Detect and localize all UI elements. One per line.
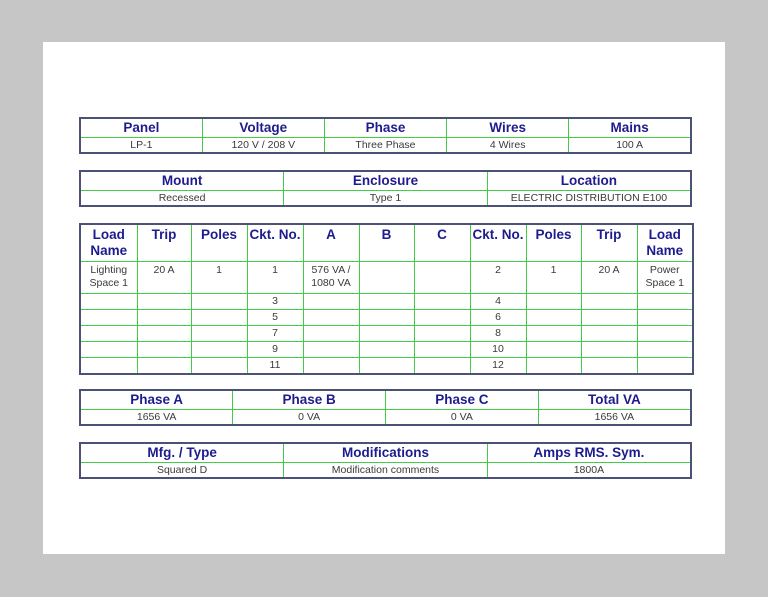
circuit-cell (137, 310, 191, 326)
value-row (80, 463, 691, 479)
header-cell: B (359, 224, 414, 262)
header-cell: C (414, 224, 470, 262)
circuit-cell (80, 326, 137, 342)
circuit-cell: 20 A (581, 262, 637, 294)
circuit-cell: 9 (247, 342, 303, 358)
circuit-cell: 1 (526, 262, 581, 294)
circuit-cell: 10 (470, 342, 526, 358)
circuit-cell (526, 342, 581, 358)
header-cell: Mount (80, 171, 284, 191)
header-cell: Total VA (538, 390, 691, 410)
circuit-row (80, 342, 693, 358)
circuit-cell (414, 310, 470, 326)
circuit-cell (137, 342, 191, 358)
value-cell: 1800A (487, 463, 691, 479)
circuit-cell (581, 326, 637, 342)
circuit-cell: Power Space 1 (637, 262, 693, 294)
value-cell: 0 VA (386, 410, 539, 426)
circuit-cell: 1 (247, 262, 303, 294)
circuit-cell: 1 (191, 262, 247, 294)
circuit-cell (303, 294, 359, 310)
circuit-cell (414, 294, 470, 310)
header-cell: Poles (191, 224, 247, 262)
header-cell: Mfg. / Type (80, 443, 284, 463)
circuit-cell (637, 294, 693, 310)
circuit-cell (303, 358, 359, 375)
circuit-cell (414, 326, 470, 342)
header-row (80, 390, 691, 410)
circuit-cell (637, 358, 693, 375)
header-cell: Panel (80, 118, 202, 138)
circuit-cell (191, 294, 247, 310)
header-cell: Trip (137, 224, 191, 262)
header-cell: Poles (526, 224, 581, 262)
value-cell: Squared D (80, 463, 284, 479)
circuit-row (80, 294, 693, 310)
circuit-cell: 11 (247, 358, 303, 375)
circuit-cell (303, 342, 359, 358)
value-row (80, 410, 691, 426)
header-cell: Phase (324, 118, 446, 138)
circuit-cell (414, 262, 470, 294)
circuit-cell (581, 342, 637, 358)
value-cell: 1656 VA (80, 410, 233, 426)
circuit-cell (80, 310, 137, 326)
header-cell: Trip (581, 224, 637, 262)
circuit-cell (526, 294, 581, 310)
circuit-row (80, 326, 693, 342)
circuit-cell (303, 326, 359, 342)
header-row (80, 171, 691, 191)
mount-info-table (79, 170, 692, 207)
value-cell: ELECTRIC DISTRIBUTION E100 (487, 191, 691, 207)
circuit-cell (191, 310, 247, 326)
circuit-cell (526, 310, 581, 326)
circuit-cell (526, 358, 581, 375)
circuit-cell: 12 (470, 358, 526, 375)
circuit-cell (581, 310, 637, 326)
circuit-row (80, 310, 693, 326)
header-cell: Amps RMS. Sym. (487, 443, 691, 463)
circuit-cell (359, 310, 414, 326)
circuit-row (80, 358, 693, 375)
header-cell: Load Name (80, 224, 137, 262)
circuit-cell (137, 358, 191, 375)
header-cell: Phase A (80, 390, 233, 410)
value-cell: 100 A (569, 138, 691, 154)
circuit-cell (137, 326, 191, 342)
value-cell: 1656 VA (538, 410, 691, 426)
circuit-cell (414, 342, 470, 358)
header-cell: A (303, 224, 359, 262)
circuit-cell (637, 342, 693, 358)
circuit-cell: 2 (470, 262, 526, 294)
circuit-cell: 6 (470, 310, 526, 326)
circuit-cell (80, 358, 137, 375)
header-cell: Ckt. No. (470, 224, 526, 262)
circuit-cell: 4 (470, 294, 526, 310)
value-row (80, 191, 691, 207)
header-cell: Voltage (202, 118, 324, 138)
phase-totals-table (79, 389, 692, 426)
circuit-cell (637, 326, 693, 342)
circuit-cell: 576 VA / 1080 VA (303, 262, 359, 294)
circuit-cell (303, 310, 359, 326)
circuit-cell (581, 294, 637, 310)
circuit-cell (581, 358, 637, 375)
circuit-cell: 7 (247, 326, 303, 342)
circuit-cell: 8 (470, 326, 526, 342)
circuit-cell: 20 A (137, 262, 191, 294)
value-cell: LP-1 (80, 138, 202, 154)
header-cell: Location (487, 171, 691, 191)
circuit-cell (359, 262, 414, 294)
circuit-row (80, 262, 693, 294)
circuit-cell: Lighting Space 1 (80, 262, 137, 294)
circuit-cell: 5 (247, 310, 303, 326)
header-cell: Phase B (233, 390, 386, 410)
header-cell: Phase C (386, 390, 539, 410)
value-cell: Three Phase (324, 138, 446, 154)
panel-info-table (79, 117, 692, 154)
circuit-cell (80, 294, 137, 310)
header-row (80, 118, 691, 138)
header-row (80, 443, 691, 463)
circuit-cell (80, 342, 137, 358)
circuit-cell (191, 358, 247, 375)
value-cell: Recessed (80, 191, 284, 207)
circuit-cell (359, 342, 414, 358)
value-cell: Modification comments (284, 463, 488, 479)
header-cell: Ckt. No. (247, 224, 303, 262)
header-cell: Wires (447, 118, 569, 138)
circuit-cell (191, 326, 247, 342)
value-cell: 4 Wires (447, 138, 569, 154)
circuit-cell (359, 358, 414, 375)
header-cell: Enclosure (284, 171, 488, 191)
circuit-cell (137, 294, 191, 310)
circuit-table (79, 223, 694, 375)
header-cell: Load Name (637, 224, 693, 262)
circuit-cell (414, 358, 470, 375)
header-cell: Mains (569, 118, 691, 138)
circuit-cell (191, 342, 247, 358)
value-cell: Type 1 (284, 191, 488, 207)
circuit-cell (359, 294, 414, 310)
header-cell: Modifications (284, 443, 488, 463)
manufacturer-table (79, 442, 692, 479)
circuit-cell: 3 (247, 294, 303, 310)
value-cell: 0 VA (233, 410, 386, 426)
circuit-cell (359, 326, 414, 342)
circuit-cell (526, 326, 581, 342)
header-row (80, 224, 693, 262)
value-row (80, 138, 691, 154)
circuit-cell (637, 310, 693, 326)
value-cell: 120 V / 208 V (202, 138, 324, 154)
